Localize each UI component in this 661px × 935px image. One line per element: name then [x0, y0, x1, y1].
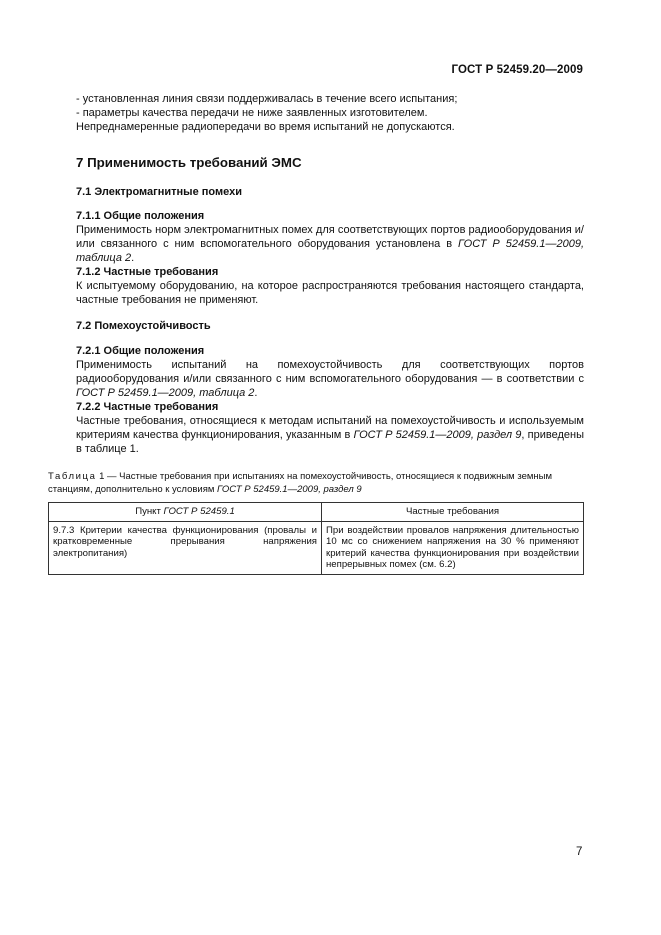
table-caption-reference: ГОСТ Р 52459.1—2009, раздел 9	[217, 483, 362, 495]
section-7-2-1-text-a: Применимость испытаний на помехоустойчивость для соответствующих портов радиооборудования и/или связанного с ним вспомогательного оборудования — в соответствии с	[76, 359, 584, 385]
section-7-2-title: 7.2 Помехоустойчивость	[76, 320, 211, 332]
section-7-2-2-text-a: Частные требования, относящиеся к методам испытаний на помехоустойчивость и используемым критериям качества функционирования, указанным в	[76, 415, 584, 441]
table-header-clause	[49, 503, 322, 522]
section-7-2-1-text	[76, 358, 584, 400]
section-7-2-1-title: 7.2.1 Общие положения	[76, 345, 205, 357]
section-7-1-1-title: 7.1.1 Общие положения	[76, 210, 205, 222]
section-7-2-1-reference: ГОСТ Р 52459.1—2009, таблица 2	[76, 387, 255, 399]
section-7-2-2-text	[76, 414, 584, 456]
requirements-table	[48, 502, 584, 575]
section-7-1-1-reference: ГОСТ Р 52459.1—2009, таблица 2	[76, 238, 584, 264]
section-7-1-1-text-a: Применимость норм электромагнитных помех для соответствующих портов радиооборудования и/или связанного с ним вспомогательного оборудования установлена в	[76, 224, 584, 250]
table-1-caption	[48, 471, 584, 496]
section-7-1-1-text	[76, 223, 584, 265]
section-7-1-title: 7.1 Электромагнитные помехи	[76, 186, 242, 198]
page-number: 7	[576, 846, 583, 858]
table-caption-text: 1 — Частные требования при испытаниях на помехоустойчивость, относящиеся к подвижным земным станциям, дополнительно к условиям	[48, 471, 553, 495]
table-cell-requirement: При воздействии провалов напряжения длительностью 10 мс со снижением напряжения на 30 % применяют критерий качества функционирования при воздействии непрерывных помех (см. 6.2)	[322, 521, 584, 574]
page-content	[48, 92, 584, 575]
table-header-clause-reference: ГОСТ Р 52459.1	[163, 506, 235, 517]
document-code-header: ГОСТ Р 52459.20—2009	[451, 64, 583, 76]
section-7-2-2-title: 7.2.2 Частные требования	[76, 401, 219, 413]
table-header-clause-prefix: Пункт	[135, 506, 164, 517]
section-7-2-1-text-b: .	[254, 387, 258, 399]
section-7-2-2-text-b: , приведены в таблице 1.	[76, 429, 584, 455]
table-row	[49, 521, 584, 574]
table-caption-label: Таблица	[48, 471, 97, 482]
intro-note: Непреднамеренные радиопередачи во время испытаний не допускаются.	[76, 121, 455, 133]
section-7-1-2-title: 7.1.2 Частные требования	[76, 266, 219, 278]
table-header-row	[49, 503, 584, 522]
section-7-1-2-text: К испытуемому оборудованию, на которое распространяются требования настоящего стандарта, частные требования не применяют.	[76, 280, 584, 306]
section-7-2-2-reference: ГОСТ Р 52459.1—2009, раздел 9	[353, 429, 522, 441]
section-7-1-1-text-b: .	[131, 252, 135, 264]
table-header-requirements: Частные требования	[322, 503, 584, 522]
table-cell-clause: 9.7.3 Критерии качества функционирования (провалы и кратковременные прерывания напряжения электропитания)	[49, 521, 322, 574]
section-7-title: 7 Применимость требований ЭМС	[76, 155, 302, 170]
intro-item-1: - установленная линия связи поддерживалась в течение всего испытания;	[76, 93, 458, 105]
intro-item-2: - параметры качества передачи не ниже заявленных изготовителем.	[76, 107, 428, 119]
